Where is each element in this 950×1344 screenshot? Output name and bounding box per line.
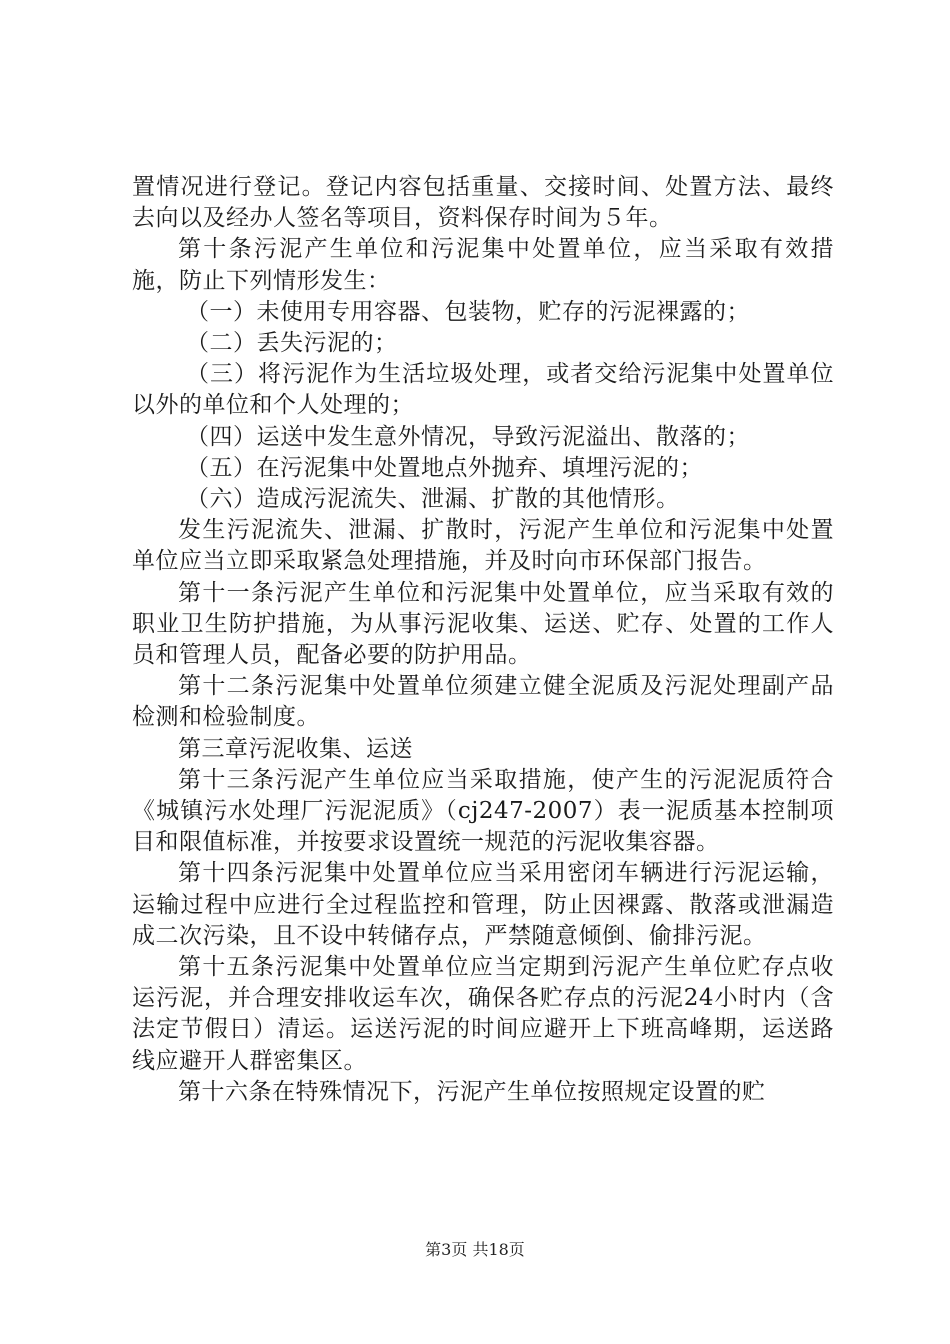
list-item-6: （六）造成污泥流失、泄漏、扩散的其他情形。 bbox=[186, 486, 680, 513]
page-number: 第3页 共18页 bbox=[425, 1240, 525, 1259]
paragraph-article-12: 第十二条污泥集中处置单位须建立健全泥质及污泥处理副产品检测和检验制度。 bbox=[132, 673, 834, 731]
paragraph-article-15: 第十五条污泥集中处置单位应当定期到污泥产生单位贮存点收运污泥，并合理安排收运车次，确保各贮存点的污泥24小时内（含法定节假日）清运。运送污泥的时间应避开上下班高峰期，运送路线应避开人群密集区。 bbox=[132, 954, 834, 1074]
paragraph-article-10: 第十条污泥产生单位和污泥集中处置单位，应当采取有效措施，防止下列情形发生： bbox=[132, 236, 834, 294]
paragraph-article-13: 第十三条污泥产生单位应当采取措施，使产生的污泥泥质符合《城镇污水处理厂污泥泥质》（cj247-2007）表一泥质基本控制项目和限值标准，并按要求设置统一规范的污泥收集容器。 bbox=[132, 766, 834, 856]
paragraph-article-11: 第十一条污泥产生单位和污泥集中处置单位，应当采取有效的职业卫生防护措施，为从事污泥收集、运送、贮存、处置的工作人员和管理人员，配备必要的防护用品。 bbox=[132, 579, 834, 669]
paragraph-record-keeping: 置情况进行登记。登记内容包括重量、交接时间、处置方法、最终去向以及经办人签名等项目，资料保存时间为５年。 bbox=[132, 174, 834, 232]
list-item-1: （一）未使用专用容器、包装物，贮存的污泥裸露的； bbox=[186, 298, 750, 325]
paragraph-article-14: 第十四条污泥集中处置单位应当采用密闭车辆进行污泥运输，运输过程中应进行全过程监控和管理，防止因裸露、散落或泄漏造成二次污染，且不设中转储存点，严禁随意倾倒、偷排污泥。 bbox=[132, 860, 834, 949]
paragraph-emergency: 发生污泥流失、泄漏、扩散时，污泥产生单位和污泥集中处置单位应当立即采取紧急处理措施，并及时向市环保部门报告。 bbox=[132, 517, 834, 575]
paragraph-article-16: 第十六条在特殊情况下，污泥产生单位按照规定设置的贮 bbox=[178, 1078, 766, 1105]
list-item-4: （四）运送中发生意外情况，导致污泥溢出、散落的； bbox=[186, 423, 750, 450]
chapter-heading: 第三章污泥收集、运送 bbox=[178, 735, 413, 762]
list-item-2: （二）丢失污泥的； bbox=[186, 330, 398, 357]
list-item-3: （三）将污泥作为生活垃圾处理，或者交给污泥集中处置单位以外的单位和个人处理的； bbox=[132, 361, 834, 419]
list-item-5: （五）在污泥集中处置地点外抛弃、填埋污泥的； bbox=[186, 454, 703, 481]
document-body bbox=[132, 172, 834, 1108]
